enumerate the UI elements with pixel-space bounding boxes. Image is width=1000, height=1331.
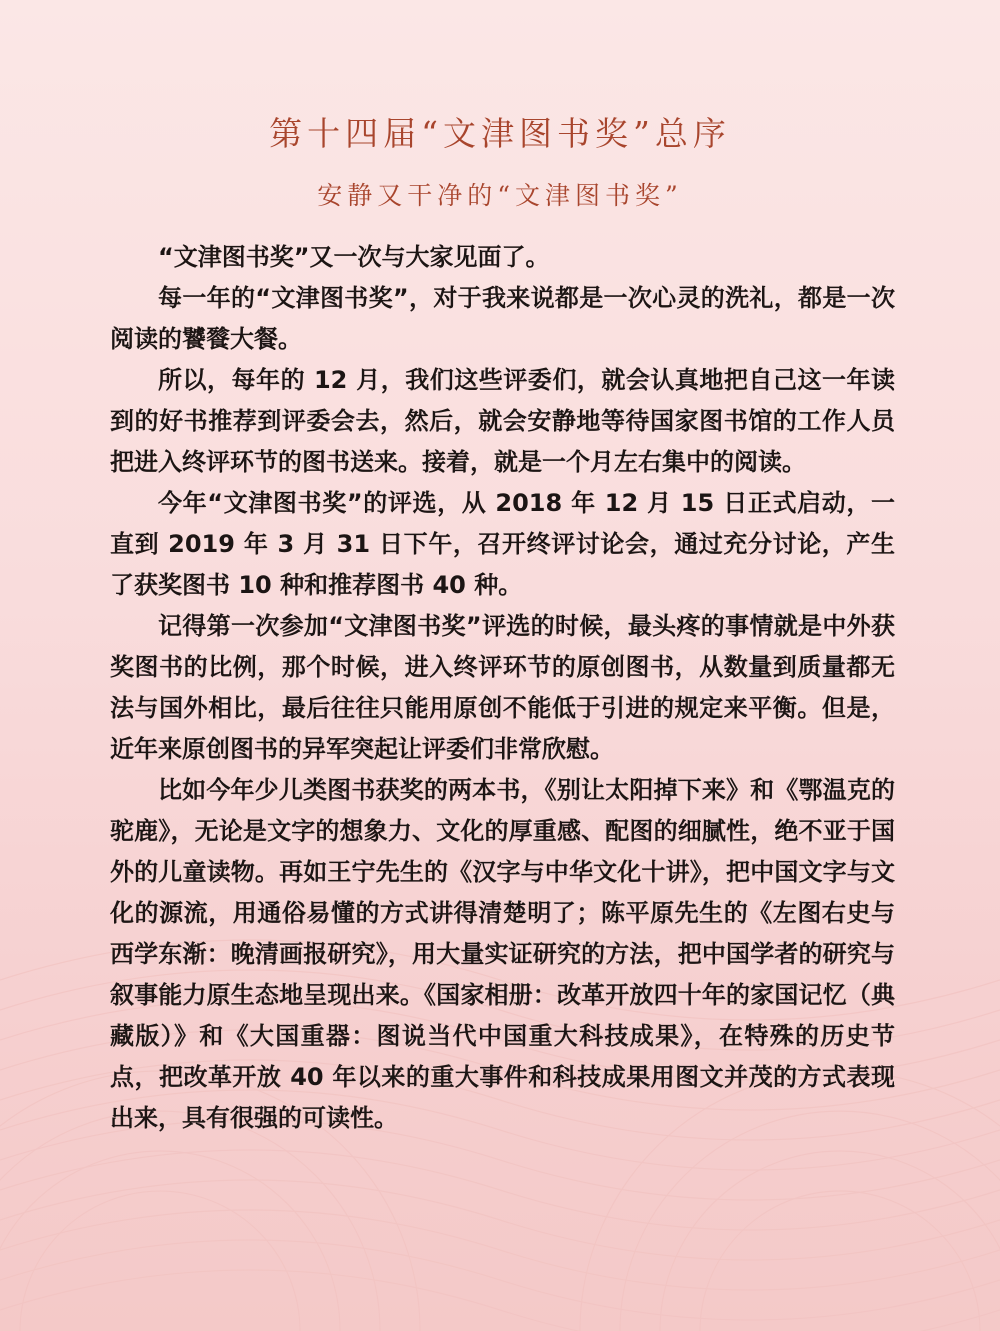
document-title: 第十四届“文津图书奖”总序 <box>269 114 731 153</box>
body-text <box>110 237 895 1139</box>
paragraph-2: 每一年的“文津图书奖”，对于我来说都是一次心灵的洗礼，都是一次阅读的饕餮大餐。 <box>110 284 895 353</box>
paragraph-5: 记得第一次参加“文津图书奖”评选的时候，最头疼的事情就是中外获奖图书的比例，那个时候，进入终评环节的原创图书，从数量到质量都无法与国外相比，最后往往只能用原创不能低于引进的规定来平衡。但是，近年来原创图书的异军突起让评委们非常欣慰。 <box>110 612 895 763</box>
paragraph-4: 今年“文津图书奖”的评选，从 2018 年 12 月 15 日正式启动，一直到 2019 年 3 月 31 日下午，召开终评讨论会，通过充分讨论，产生了获奖图书 10 种和推荐图书 40 种。 <box>110 489 895 599</box>
paragraph-3: 所以，每年的 12 月，我们这些评委们，就会认真地把自己这一年读到的好书推荐到评委会去，然后，就会安静地等待国家图书馆的工作人员把进入终评环节的图书送来。接着，就是一个月左右集中的阅读。 <box>110 366 895 476</box>
paragraph-1: “文津图书奖”又一次与大家见面了。 <box>158 243 550 271</box>
document-subtitle: 安静又干净的“文津图书奖” <box>317 181 683 210</box>
paragraph-6: 比如今年少儿类图书获奖的两本书，《别让太阳掉下来》和《鄂温克的驼鹿》，无论是文字的想象力、文化的厚重感、配图的细腻性，绝不亚于国外的儿童读物。再如王宁先生的《汉字与中华文化十讲》，把中国文字与文化的源流，用通俗易懂的方式讲得清楚明了；陈平原先生的《左图右史与西学东渐：晚清画报研究》，用大量实证研究的方法，把中国学者的研究与叙事能力原生态地呈现出来。《国家相册：改革开放四十年的家国记忆（典藏版）》和《大国重器：图说当代中国重大科技成果》，在特殊的历史节点，把改革开放 40 年以来的重大事件和科技成果用图文并茂的方式表现出来，具有很强的可读性。 <box>110 776 895 1132</box>
